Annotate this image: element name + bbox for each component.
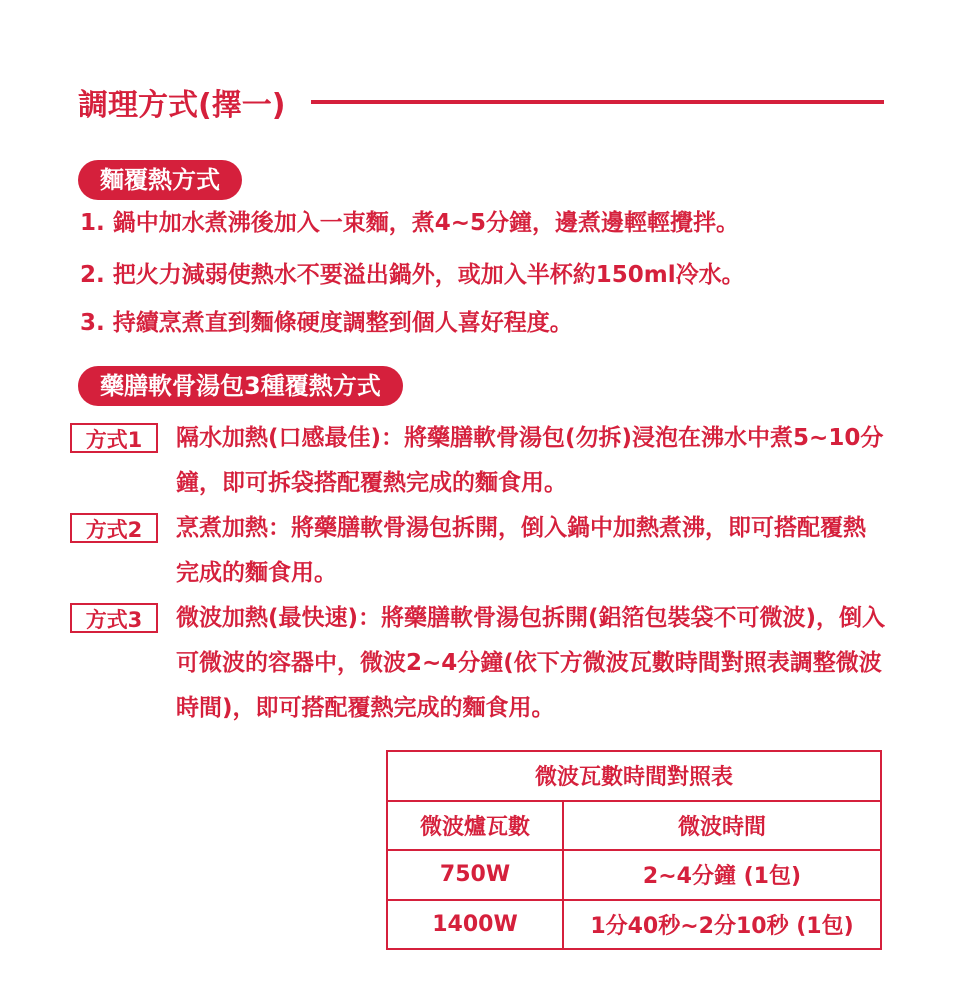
- soup-section-label: 藥膳軟骨湯包3種覆熱方式: [78, 366, 403, 406]
- page-title: 調理方式(擇一): [78, 88, 286, 123]
- method-3-tag: 方式3: [70, 603, 158, 633]
- noodle-step-1: 1. 鍋中加水煮沸後加入一束麵，煮4~5分鐘，邊煮邊輕輕攪拌。: [80, 210, 740, 236]
- table-title: 微波瓦數時間對照表: [387, 751, 881, 801]
- table-cell: 2~4分鐘 (1包): [563, 850, 881, 900]
- table-cell: 750W: [387, 850, 563, 900]
- table-row: [387, 850, 881, 900]
- section-header: [78, 80, 884, 124]
- table-header-time: 微波時間: [563, 801, 881, 851]
- method-1-text: 隔水加熱(口感最佳)：將藥膳軟骨湯包(勿拆)浸泡在沸水中煮5~10分鐘，即可拆袋搭配覆熱完成的麵食用。: [176, 425, 884, 496]
- table-row: [387, 900, 881, 950]
- method-2-text: 烹煮加熱：將藥膳軟骨湯包拆開，倒入鍋中加熱煮沸，即可搭配覆熱完成的麵食用。: [176, 515, 866, 586]
- method-3-text: 微波加熱(最快速)：將藥膳軟骨湯包拆開(鋁箔包裝袋不可微波)，倒入可微波的容器中，微波2~4分鐘(依下方微波瓦數時間對照表調整微波時間)，即可搭配覆熱完成的麵食用。: [176, 605, 886, 721]
- method-1-tag: 方式1: [70, 423, 158, 453]
- method-2-tag: 方式2: [70, 513, 158, 543]
- title-divider: [311, 100, 884, 104]
- table-cell: 1分40秒~2分10秒 (1包): [563, 900, 881, 950]
- noodle-step-2: 2. 把火力減弱使熱水不要溢出鍋外，或加入半杯約150ml冷水。: [80, 262, 745, 288]
- noodle-section-label: 麵覆熱方式: [78, 160, 242, 200]
- table-header-wattage: 微波爐瓦數: [387, 801, 563, 851]
- noodle-step-3: 3. 持續烹煮直到麵條硬度調整到個人喜好程度。: [80, 310, 573, 336]
- table-cell: 1400W: [387, 900, 563, 950]
- microwave-time-table: [386, 750, 882, 950]
